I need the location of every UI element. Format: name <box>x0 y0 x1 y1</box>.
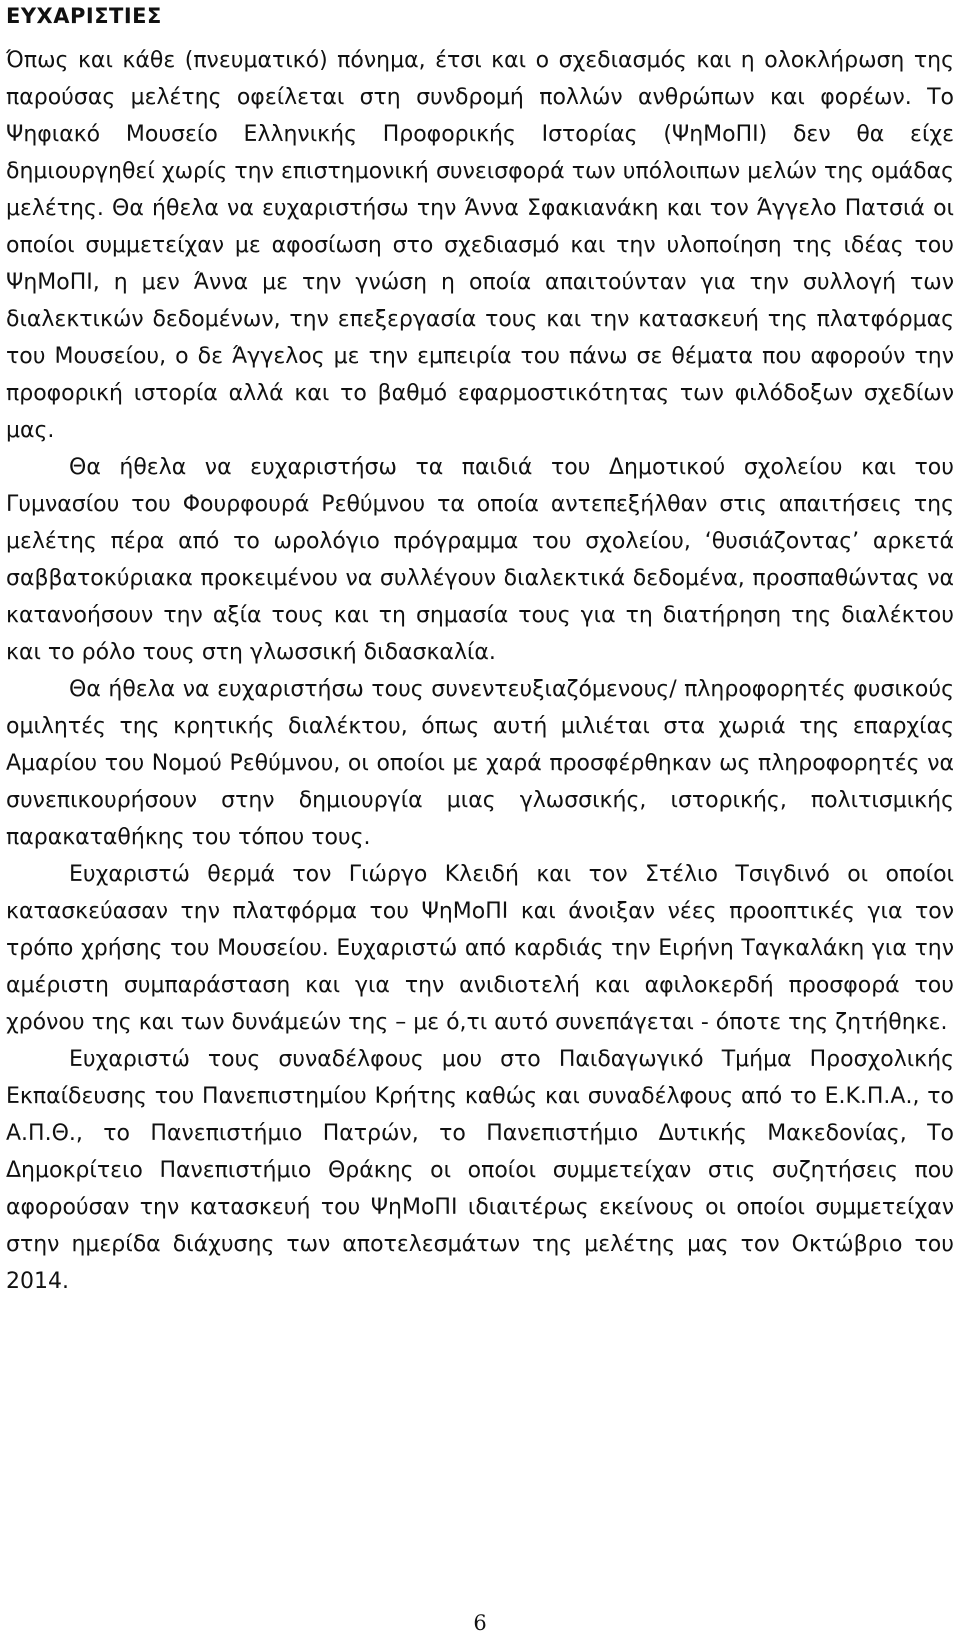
paragraph-2: Θα ήθελα να ευχαριστήσω τα παιδιά του Δημοτικού σχολείου και του Γυμνασίου του Φουρφουρά Ρεθύμνου τα οποία αντεπεξήλθαν στις απαιτήσεις της μελέτης πέρα από το ωρολόγιο πρόγραμμα του σχολείου, ‘θυσιάζοντας’ αρκετά σαββατοκύριακα προκειμένου να συλλέγουν διαλεκτικά δεδομένα, προσπαθώντας να κατανοήσουν την αξία τους και τη σημασία τους για τη διατήρηση της διαλέκτου και το ρόλο τους στη γλωσσική διδασκαλία. <box>6 455 954 665</box>
paragraph-4: Ευχαριστώ θερμά τον Γιώργο Κλειδή και τον Στέλιο Τσιγδινό οι οποίοι κατασκεύασαν την πλατφόρμα του ΨηΜοΠΙ και άνοιξαν νέες προοπτικές για τον τρόπο χρήσης του Μουσείου. Ευχαριστώ από καρδιάς την Ειρήνη Ταγκαλάκη για την αμέριστη συμπαράσταση και για την ανιδιοτελή και αφιλοκερδή προσφορά του χρόνου της και των δυνάμεών της – με ό,τι αυτό συνεπάγεται - όποτε της ζητήθηκε. <box>6 862 954 1035</box>
paragraph-1: Όπως και κάθε (πνευματικό) πόνημα, έτσι και ο σχεδιασμός και η ολοκλήρωση της παρούσας μελέτης οφείλεται στη συνδρομή πολλών ανθρώπων και φορέων. Το Ψηφιακό Μουσείο Ελληνικής Προφορικής Ιστορίας (ΨηΜοΠΙ) δεν θα είχε δημιουργηθεί χωρίς την επιστημονική συνεισφορά των υπόλοιπων μελών της ομάδας μελέτης. Θα ήθελα να ευχαριστήσω την Άννα Σφακιανάκη και τον Άγγελο Πατσιά οι οποίοι συμμετείχαν με αφοσίωση στο σχεδιασμό και την υλοποίηση της ιδέας του ΨηΜοΠΙ, η μεν Άννα με την γνώση η οποία απαιτούνταν για την συλλογή των διαλεκτικών δεδομένων, την επεξεργασία τους και την κατασκευή της πλατφόρμας του Μουσείου, ο δε Άγγελος με την εμπειρία του πάνω σε θέματα που αφορούν την προφορική ιστορία αλλά και το βαθμό εφαρμοστικότητας των φιλόδοξων σχεδίων μας. <box>6 48 954 443</box>
paragraph-3: Θα ήθελα να ευχαριστήσω τους συνεντευξιαζόμενους/ πληροφορητές φυσικούς ομιλητές της κρητικής διαλέκτου, όπως αυτή μιλιέται στα χωριά της επαρχίας Αμαρίου του Νομού Ρεθύμνου, οι οποίοι με χαρά προσφέρθηκαν ως πληροφορητές να συνεπικουρήσουν στην δημιουργία μιας γλωσσικής, ιστορικής, πολιτισμικής παρακαταθήκης του τόπου τους. <box>6 677 954 850</box>
section-heading: ΕΥΧΑΡΙΣΤΙΕΣ <box>6 4 162 28</box>
page-number: 6 <box>473 1611 487 1635</box>
paragraph-5: Ευχαριστώ τους συναδέλφους μου στο Παιδαγωγικό Τμήμα Προσχολικής Εκπαίδευσης του Πανεπιστημίου Κρήτης καθώς και συναδέλφους από το Ε.Κ.Π.Α., το Α.Π.Θ., το Πανεπιστήμιο Πατρών, το Πανεπιστήμιο Δυτικής Μακεδονίας, Το Δημοκρίτειο Πανεπιστήμιο Θράκης οι οποίοι συμμετείχαν στις συζητήσεις που αφορούσαν την κατασκευή του ΨηΜοΠΙ ιδιαιτέρως εκείνους οι οποίοι συμμετείχαν στην ημερίδα διάχυσης των αποτελεσμάτων της μελέτης μας τον Οκτώβριο του 2014. <box>6 1047 954 1294</box>
document-page <box>6 0 954 1300</box>
